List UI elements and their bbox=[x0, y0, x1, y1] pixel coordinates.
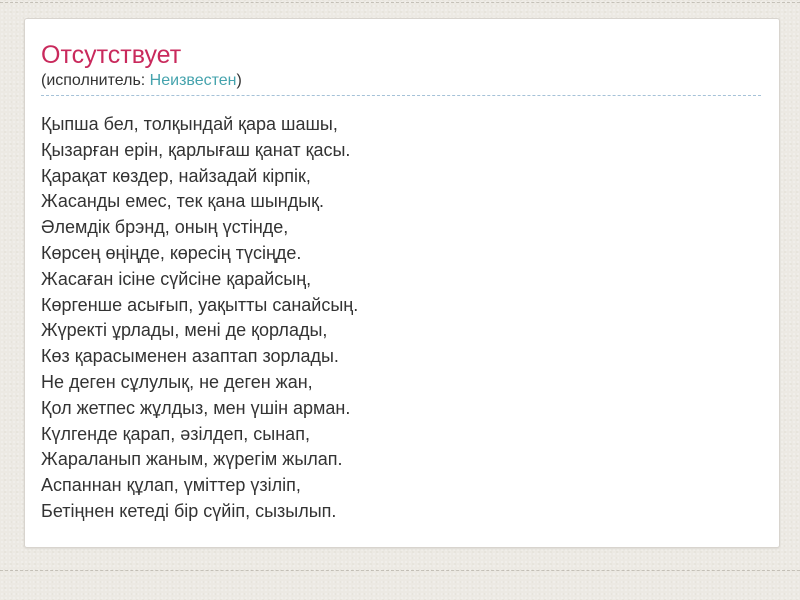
background-seam-bottom bbox=[0, 570, 800, 571]
lyric-line: Күлгенде қарап, әзілдеп, сынап, bbox=[41, 423, 310, 444]
lyrics-text bbox=[41, 112, 761, 525]
lyric-line: Жараланып жаным, жүрегім жылап. bbox=[41, 449, 343, 470]
background-seam-top bbox=[0, 2, 800, 3]
lyrics-card bbox=[24, 18, 780, 548]
lyric-line: Қол жетпес жұлдыз, мен үшін арман. bbox=[41, 397, 351, 418]
lyric-line: Қарақат көздер, найзадай кірпік, bbox=[41, 165, 311, 186]
artist-line bbox=[41, 71, 761, 90]
page-title: Отсутствует bbox=[41, 41, 182, 69]
lyric-line: Жасаған ісіне сүйсіне қарайсың, bbox=[41, 268, 312, 289]
lyric-line: Бетіңнен кетеді бір сүйіп, сызылып. bbox=[41, 500, 337, 521]
lyric-line: Көз қарасыменен азаптап зорлады. bbox=[41, 346, 339, 367]
lyric-line: Жасанды емес, тек қана шындық. bbox=[41, 191, 325, 212]
artist-suffix: ) bbox=[236, 72, 242, 89]
lyric-line: Қыпша бел, толқындай қара шашы, bbox=[41, 114, 338, 134]
lyrics-header bbox=[41, 41, 761, 96]
lyric-line: Жүректі ұрлады, мені де қорлады, bbox=[41, 320, 328, 341]
lyric-line: Қызарған ерін, қарлығаш қанат қасы. bbox=[41, 139, 351, 160]
lyric-line: Не деген сұлулық, не деген жан, bbox=[41, 371, 313, 392]
lyric-line: Аспаннан құлап, үміттер үзіліп, bbox=[41, 475, 301, 496]
artist-label: (исполнитель: bbox=[41, 72, 146, 89]
lyric-line: Әлемдік брэнд, оның үстінде, bbox=[41, 217, 289, 238]
lyric-line: Көргенше асығып, уақытты санайсың. bbox=[41, 294, 359, 315]
lyric-line: Көрсең өңіңде, көресің түсіңде. bbox=[41, 242, 302, 263]
artist-link[interactable]: Неизвестен bbox=[149, 72, 237, 89]
